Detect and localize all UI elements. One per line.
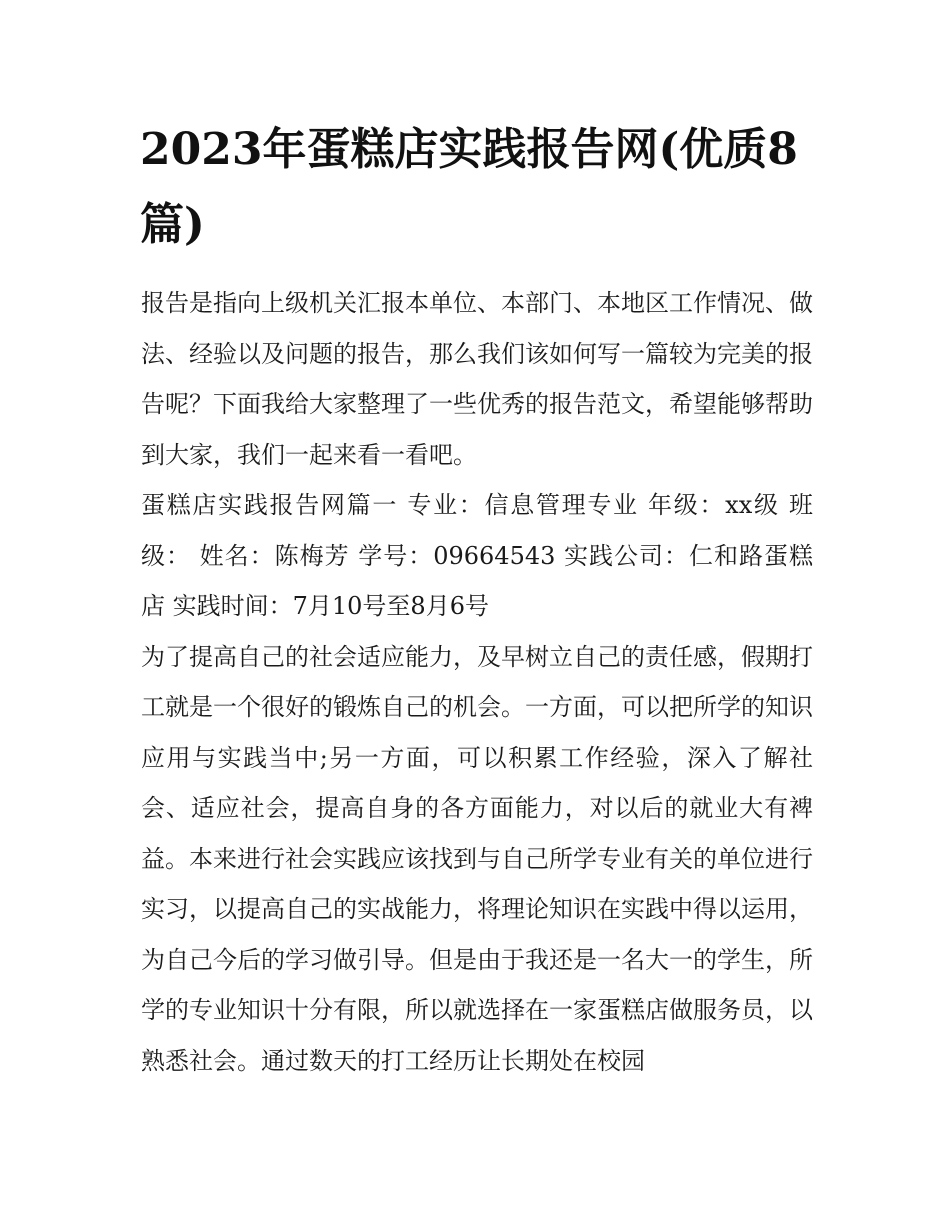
student-info-paragraph: 蛋糕店实践报告网篇一 专业：信息管理专业 年级：xx级 班级： 姓名：陈梅芳 学号：09664543 实践公司：仁和路蛋糕店 实践时间：7月10号至8月6号 [141,491,813,620]
document-body [141,278,813,1086]
intro-paragraph: 报告是指向上级机关汇报本单位、本部门、本地区工作情况、做法、经验以及问题的报告，那么我们该如何写一篇较为完美的报告呢？下面我给大家整理了一些优秀的报告范文，希望能够帮助到大家，我们一起来看一看吧。 [141,289,813,469]
practice-paragraph: 为了提高自己的社会适应能力，及早树立自己的责任感，假期打工就是一个很好的锻炼自己的机会。一方面，可以把所学的知识应用与实践当中;另一方面，可以积累工作经验，深入了解社会、适应社会，提高自身的各方面能力，对以后的就业大有裨益。本来进行社会实践应该找到与自己所学专业有关的单位进行实习，以提高自己的实战能力，将理论知识在实践中得以运用，为自己今后的学习做引导。但是由于我还是一名大一的学生，所学的专业知识十分有限，所以就选择在一家蛋糕店做服务员，以熟悉社会。通过数天的打工经历让长期处在校园 [141,642,813,1075]
document-title: 2023年蛋糕店实践报告网(优质8篇) [140,124,798,250]
